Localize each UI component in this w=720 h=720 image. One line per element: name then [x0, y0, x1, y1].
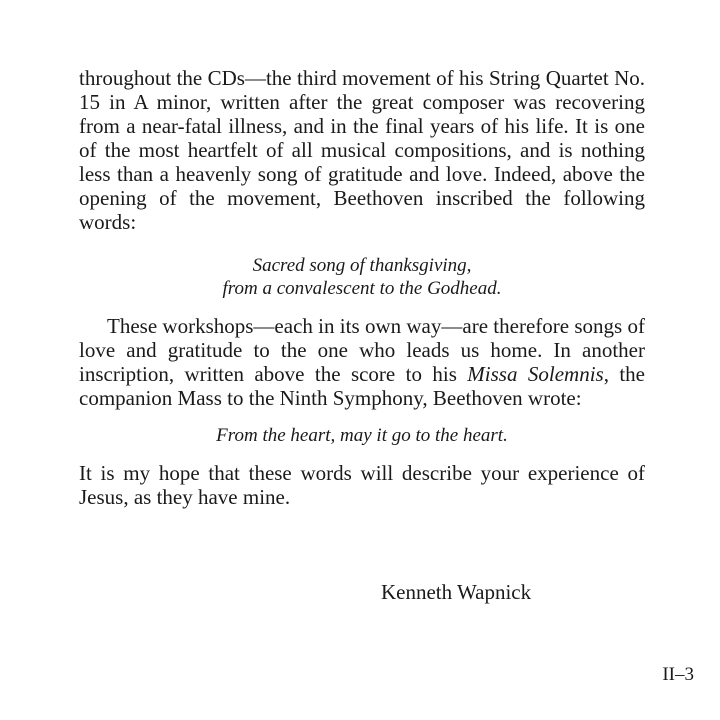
paragraph-2-text-before: These workshops—each in its own way—are therefore songs of love and gratitude to the one who leads us home. In another inscription, written above the score to his [79, 314, 645, 386]
paragraph-2-italic-title: Missa Solemnis [467, 362, 604, 386]
paragraph-1: throughout the CDs—the third movement of his String Quartet No. 15 in A minor, written after the great composer was recovering from a near-fatal illness, and in the final years of his life. It is one of the most heartfelt of all musical compositions, and is nothing less than a heavenly song of gratitude and love. Indeed, above the opening of the movement, Beethoven inscribed the following words: [79, 66, 645, 234]
paragraph-2-text-after: , the companion Mass to the Ninth Symphony, Beethoven wrote: [79, 362, 646, 410]
quote-line-1: Sacred song of thanksgiving, [252, 255, 472, 276]
page-number: II–3 [662, 664, 694, 685]
quote-sacred-song [79, 254, 645, 300]
page-body [79, 66, 645, 509]
quote-from-the-heart: From the heart, may it go to the heart. [216, 425, 508, 446]
author-signature: Kenneth Wapnick [381, 580, 532, 604]
paragraph-2 [79, 314, 645, 410]
quote-line-2: from a convalescent to the Godhead. [222, 278, 502, 299]
paragraph-3: It is my hope that these words will describe your experience of Jesus, as they have mine. [79, 461, 645, 509]
